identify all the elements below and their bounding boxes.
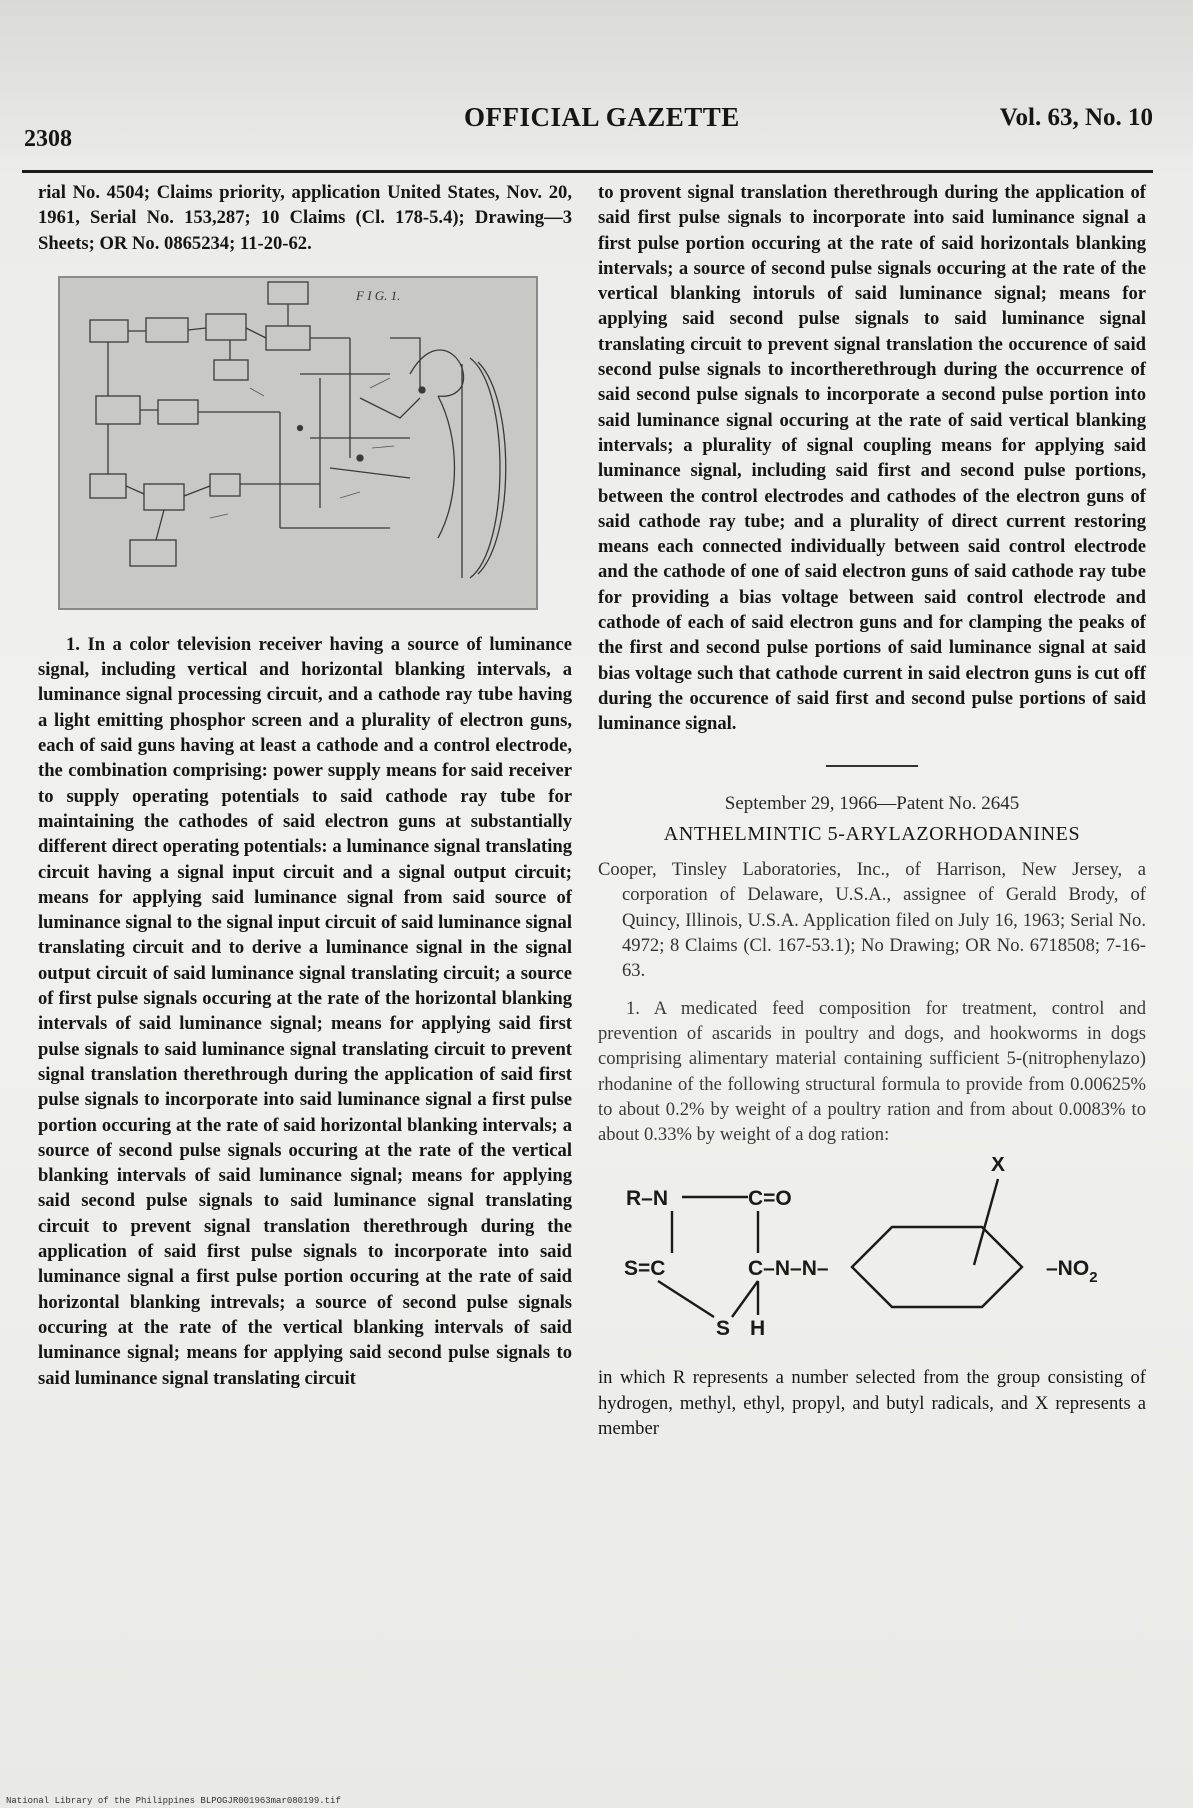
- formula-s: S: [716, 1317, 731, 1341]
- formula-no2: $-NO_2$: [1046, 1257, 1098, 1287]
- formula-c-o: C=O: [748, 1187, 792, 1211]
- section-separator: [826, 765, 918, 767]
- right-column: [598, 180, 1146, 1441]
- page-header: [24, 100, 1153, 150]
- formula-r-n: R–N: [626, 1187, 669, 1211]
- structural-formula-drawing: [598, 1157, 1146, 1357]
- formula-explanation: in which R represents a number selected from the group consisting of hydrogen, methyl, ethyl, propyl, and butyl radicals, and X represents a member: [598, 1367, 1146, 1439]
- volume-number: Vol. 63, No. 10: [999, 104, 1153, 131]
- patent-date-line: September 29, 1966—Patent No. 2645: [724, 792, 1020, 814]
- claim-continued-text: to provent signal translation therethrough during the application of said first pulse signals to incorporate into said luminance signal a first pulse portion occuring at the rate of said horizontals blanking intervals; a source of second pulse signals occuring at the rate of the vertical blanking intoruls of said luminance signal; means for applying said second pulse signals to said luminance signal translating circuit to prevent signal translation the occurence of said second pulse signals to incortherethrough during the occurrence of said second pulse signals to incorporate a second pulse portion into said luminance signal occuring at the rate of said vertical blanking intervals; a plurality of signal coupling means for applying said luminance signal, including said first and second pulse portions, between the control electrodes and cathodes of the electron guns of said cathode ray tube; and a plurality of direct current restoring means each connected individually between said control electrode and the cathode of one of said electron guns of said cathode ray tube for providing a bias voltage between said control electrode and cathode of each of said electron guns and for clamping the peaks of the first and second pulse portions of said luminance signal at said bias voltage such that cathode current in said electron guns is cut off during the occurence of said first and second pulse portions of said luminance signal.: [598, 182, 1146, 735]
- patent-title: ANTHELMINTIC 5-ARYLAZORHODANINES: [663, 822, 1081, 845]
- structural-formula: [598, 1157, 1146, 1357]
- formula-h: H: [750, 1317, 766, 1341]
- claim-one-text: 1. In a color television receiver having a source of luminance signal, including vertical and horizontal blanking intervals, a luminance signal processing circuit, and a cathode ray tube having a light emitting phosphor screen and a plurality of electron guns, each of said guns having at least a cathode and a control electrode, the combination comprising: power supply means for said receiver to supply operating potentials to said cathode ray tube for maintaining the cathodes of said electron guns at substantially different direct operating potentials: a luminance signal translating circuit having a signal input circuit and a signal output circuit; means for applying said luminance signal from said source of luminance signal to the signal input circuit of said luminance signal translating circuit and to derive a luminance signal in the signal output circuit of said luminance signal translating circuit; a source of first pulse signals occuring at the rate of the horizontal blanking intervals of said luminance signal; means for applying said first pulse signals to said luminance signal translating circuit to prevent signal translation therethrough during the application of said first pulse signals to incorporate into said luminance signal a first pulse portion occuring at the rate of said horizontal blanking intervals; a source of second pulse signals occuring at the rate of the vertical blanking intervals of said luminance signal; means for applying said second pulse signals to said luminance signal translating circuit to prevent signal translation therethrough during the application of said first pulse signals to incorporate into said luminance signal a first pulse portion occuring at the rate of said horizontal blanking intrevals; a source of second pulse signals occuring at the rate of the vertical blanking intervals of said luminance signal; means for applying said second pulse signals to said luminance signal translating circuit: [38, 633, 572, 1389]
- patent-info: Cooper, Tinsley Laboratories, Inc., of Harrison, New Jersey, a corporation of Delaware, U.S.A., assignee of Gerald Brody, of Quincy, Illinois, U.S.A. Application filed on July 16, 1963; Serial No. 4972; 8 Claims (Cl. 167-53.1); No Drawing; OR No. 6718508; 7-16-63.: [598, 859, 1146, 982]
- publication-title: OFFICIAL GAZETTE: [464, 102, 740, 132]
- header-rule: [22, 170, 1153, 173]
- formula-c-n-n: C–N–N–: [748, 1257, 829, 1281]
- figure-label: F I G. 1.: [356, 287, 401, 303]
- page-number: 2308: [24, 126, 72, 152]
- medicated-feed-claim: 1. A medicated feed composition for treatment, control and prevention of ascarids in poultry and dogs, and hookworms in dogs comprising alimentary material containing sufficient 5-(nitrophenylazo) rhodanine of the following structural formula to provide from 0.00625% to about 0.2% by weight of a poultry ration and from about 0.0083% to about 0.33% by weight of a dog ration:: [598, 997, 1146, 1146]
- circuit-diagram-figure: [58, 276, 538, 610]
- left-column: [38, 180, 572, 1391]
- formula-x: X: [991, 1157, 1006, 1177]
- patent-heading: rial No. 4504; Claims priority, application United States, Nov. 20, 1961, Serial No. 153,287; 10 Claims (Cl. 178-5.4); Drawing—3 Sheets; OR No. 0865234; 11-20-62.: [38, 182, 572, 254]
- formula-s-c: S=C: [624, 1257, 666, 1281]
- scan-footer: National Library of the Philippines BLPOGJR001963mar080199.tif: [6, 1796, 341, 1806]
- circuit-diagram: [60, 278, 532, 604]
